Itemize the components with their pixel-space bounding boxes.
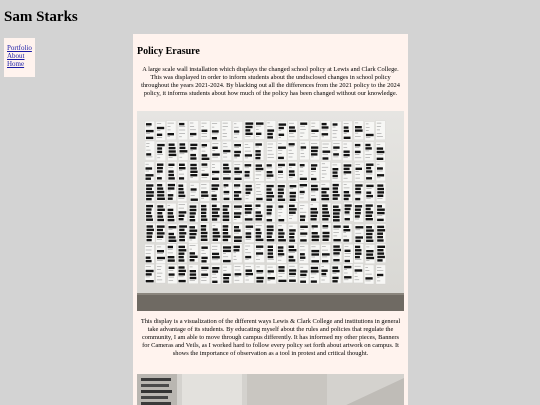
second-installation-photo [137,374,404,405]
project-reflection: This display is a visualization of the different ways Lewis & Clark College and institutions in general take advantage of its students. By educating myself about the rules and policies that regulate the community, I am able to move through campus differently. It has informed my other pieces, Banners for Cameras and Veils, as I worked hard to follow every policy set forth about artwork on campus. It shows the importance of observation as a tool in protest and critical thought. [140,318,401,357]
project-description: A large scale wall installation which displays the changed school policy at Lewis and Clark College. This was displayed in order to inform students about the undisclosed changes in school policy throughout the years 2021-2024. By blacking out all the differences from the 2021 policy to the 2024 policy, it informs students about how much of the policy has been changed without our knowledge. [141,66,400,97]
site-title: Sam Starks [4,9,78,25]
nav-link-about[interactable]: About [7,52,25,60]
project-title: Policy Erasure [137,46,200,57]
project-panel [133,34,408,405]
nav-link-home[interactable]: Home [7,60,25,68]
installation-photo [137,111,404,311]
second-photo-graphic [137,374,404,405]
nav-link-portfolio[interactable]: Portfolio [7,44,32,52]
side-nav [4,38,35,77]
installation-photo-graphic [137,111,404,311]
